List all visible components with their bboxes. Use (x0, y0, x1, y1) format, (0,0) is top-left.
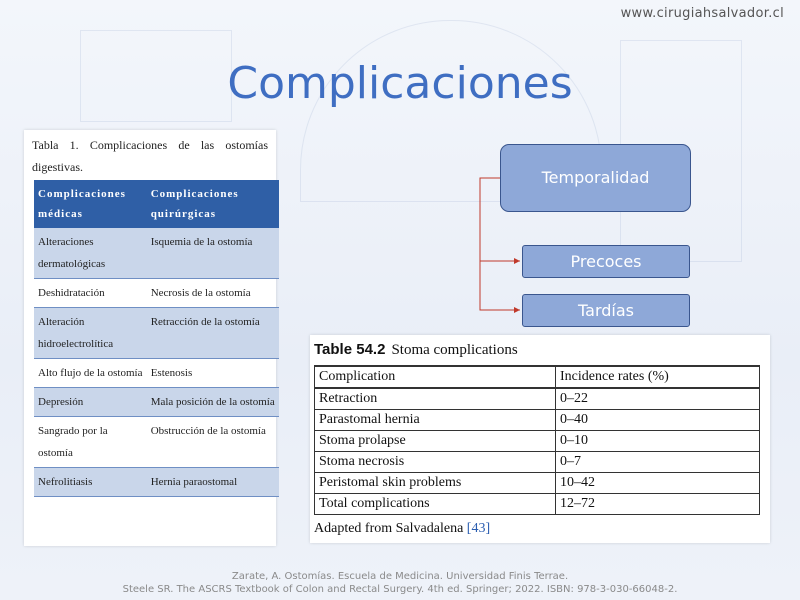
table-row (34, 359, 279, 388)
table2-caption (314, 341, 518, 359)
footer-citation: Zarate, A. Ostomías. Escuela de Medicina. Universidad Finis Terrae. (231, 571, 569, 582)
table1-header: Complicaciones médicas (34, 180, 147, 228)
table1-header: Complicaciones quirúrgicas (147, 180, 279, 228)
table1-panel (24, 130, 276, 546)
table1-cell: Retracción de la ostomía (147, 308, 279, 359)
slide-title: Complicaciones (227, 58, 573, 109)
table1-cell: Isquemia de la ostomía (147, 228, 279, 279)
table-row (34, 228, 279, 279)
table1 (34, 180, 279, 497)
table2-cell: Total complications (315, 494, 556, 515)
diagram-node-temporalidad: Temporalidad (500, 144, 691, 212)
table-row (34, 468, 279, 497)
table-row (315, 410, 760, 431)
table2-label: Table 54.2 (314, 341, 386, 358)
table-row (34, 308, 279, 359)
table2-panel (310, 335, 770, 543)
table1-cell: Alteraciones dermatológicas (34, 228, 147, 279)
table-row (34, 388, 279, 417)
diagram-node-precoces: Precoces (522, 245, 690, 278)
table-row (315, 452, 760, 473)
table-row (315, 431, 760, 452)
table2-cell: 0–40 (556, 410, 760, 431)
arrow-head-icon (514, 307, 520, 313)
table2-cell: Parastomal hernia (315, 410, 556, 431)
table1-cell: Mala posición de la ostomía (147, 388, 279, 417)
table2-note (314, 521, 490, 537)
table1-cell: Necrosis de la ostomía (147, 279, 279, 308)
table2-reference-link[interactable]: [43] (466, 521, 491, 536)
site-url: www.cirugiahsalvador.cl (620, 6, 784, 21)
table-row (315, 388, 760, 410)
table-row (34, 417, 279, 468)
table2-cell: 0–22 (556, 388, 760, 410)
table2-note-text: Adapted from Salvadalena (314, 521, 464, 536)
table-row (34, 279, 279, 308)
diagram-node-tardias: Tardías (522, 294, 690, 327)
table2 (314, 365, 760, 515)
table2-header: Incidence rates (%) (556, 366, 760, 388)
footer-citation: Steele SR. The ASCRS Textbook of Colon and Rectal Surgery. 4th ed. Springer; 2022. ISBN: 978-3-030-66048-2. (122, 584, 678, 595)
table2-title: Stoma complications (391, 342, 518, 358)
table2-cell: 0–7 (556, 452, 760, 473)
table1-cell: Estenosis (147, 359, 279, 388)
arrow-head-icon (514, 258, 520, 264)
table2-cell: 12–72 (556, 494, 760, 515)
table1-cell: Nefrolitiasis (34, 468, 147, 497)
table1-cell: Alto flujo de la ostomía (34, 359, 147, 388)
table2-cell: 10–42 (556, 473, 760, 494)
table-row (315, 473, 760, 494)
table2-cell: Stoma necrosis (315, 452, 556, 473)
table2-cell: Peristomal skin problems (315, 473, 556, 494)
table2-cell: Stoma prolapse (315, 431, 556, 452)
table1-cell: Alteración hidroelectrolítica (34, 308, 147, 359)
table2-header: Complication (315, 366, 556, 388)
table-row (315, 494, 760, 515)
table1-cell: Obstrucción de la ostomía (147, 417, 279, 468)
table1-caption: Tabla 1. Complicaciones de las ostomías digestivas. (32, 138, 268, 174)
table1-cell: Sangrado por la ostomía (34, 417, 147, 468)
table1-cell: Hernia paraostomal (147, 468, 279, 497)
table1-cell: Deshidratación (34, 279, 147, 308)
table1-cell: Depresión (34, 388, 147, 417)
table2-cell: Retraction (315, 388, 556, 410)
table2-cell: 0–10 (556, 431, 760, 452)
